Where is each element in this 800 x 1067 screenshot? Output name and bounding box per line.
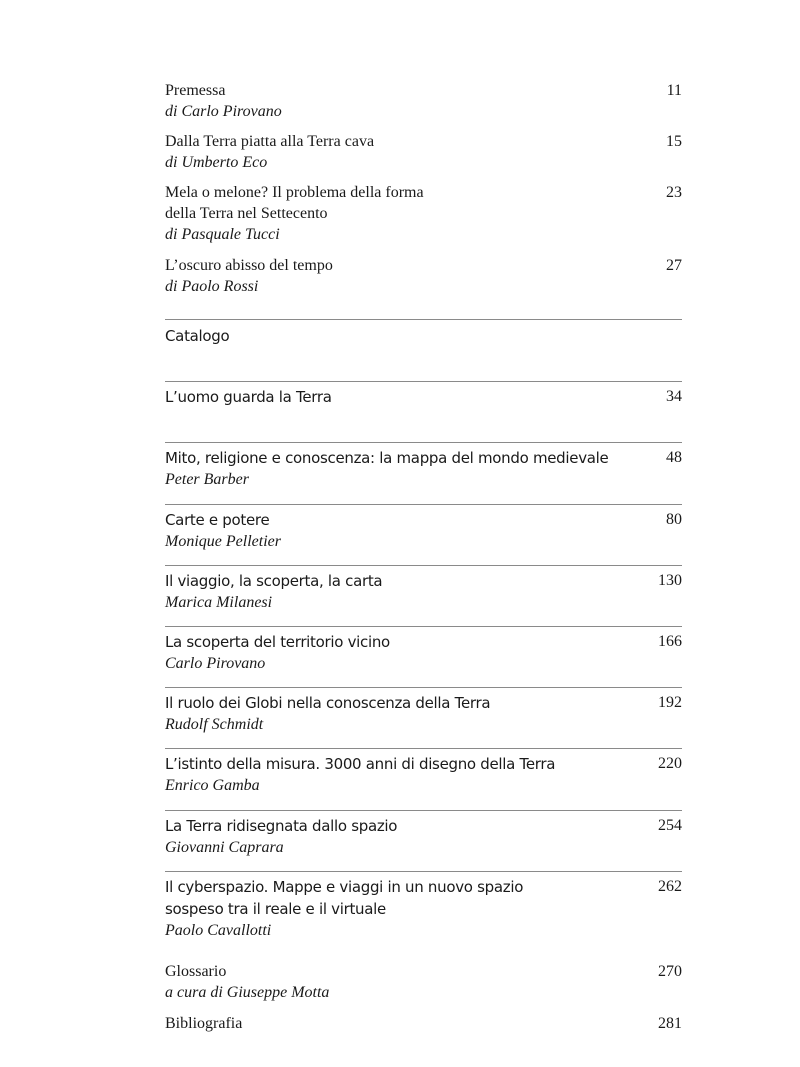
entry-title: Glossario [165,963,227,980]
entry-page-number: 220 [658,755,682,772]
entry-title-line-2: sospeso tra il reale e il virtuale [165,900,386,918]
toc-entry-mela-o-melone[interactable] [165,182,682,245]
entry-page-number: 254 [658,817,682,834]
divider [165,381,682,382]
toc-entry-istinto-misura[interactable] [165,753,682,796]
toc-entry-oscuro-abisso[interactable] [165,255,682,297]
entry-title: Il viaggio, la scoperta, la carta [165,572,383,590]
section-heading: Catalogo [165,327,230,345]
entry-author: di Umberto Eco [165,154,268,171]
divider [165,748,682,749]
toc-entry-bibliografia[interactable] [165,1013,682,1034]
toc-entry-terra-ridisegnata[interactable] [165,815,682,858]
entry-title: Il cyberspazio. Mappe e viaggi in un nuovo spazio [165,878,524,896]
entry-page-number: 166 [658,633,682,650]
toc-entry-viaggio[interactable] [165,570,682,613]
entry-page-number: 80 [666,511,682,528]
catalogo-heading [165,325,682,347]
entry-author: Giovanni Caprara [165,839,284,856]
entry-author: di Paolo Rossi [165,278,259,295]
toc-entry-premessa[interactable] [165,80,682,122]
entry-title: La Terra ridisegnata dallo spazio [165,817,398,835]
toc-entry-territorio-vicino[interactable] [165,631,682,674]
entry-page-number: 15 [666,133,682,150]
entry-page-number: 281 [658,1015,682,1032]
entry-page-number: 23 [666,184,682,201]
divider [165,871,682,872]
entry-author: di Carlo Pirovano [165,103,282,120]
entry-page-number: 48 [666,449,682,466]
entry-author: di Pasquale Tucci [165,226,280,243]
entry-title: Bibliografia [165,1015,243,1032]
entry-author: Marica Milanesi [165,594,273,611]
entry-author: a cura di Giuseppe Motta [165,984,330,1001]
entry-title: L’oscuro abisso del tempo [165,257,333,274]
entry-title: L’istinto della misura. 3000 anni di disegno della Terra [165,755,556,773]
entry-title: Dalla Terra piatta alla Terra cava [165,133,375,150]
divider [165,319,682,320]
divider [165,687,682,688]
entry-title-line-2: della Terra nel Settecento [165,205,328,222]
entry-author: Rudolf Schmidt [165,716,264,733]
entry-page-number: 34 [666,388,682,405]
entry-author: Enrico Gamba [165,777,260,794]
toc-entry-mito-religione[interactable] [165,447,682,490]
entry-title: Premessa [165,82,226,99]
divider [165,442,682,443]
toc-entry-carte-potere[interactable] [165,509,682,552]
entry-author: Monique Pelletier [165,533,281,550]
entry-title: L’uomo guarda la Terra [165,388,332,406]
entry-title: Mela o melone? Il problema della forma [165,184,424,201]
entry-page-number: 27 [666,257,682,274]
toc-entry-glossario[interactable] [165,961,682,1003]
entry-title: Carte e potere [165,511,270,529]
entry-title: La scoperta del territorio vicino [165,633,390,651]
divider [165,810,682,811]
toc-entry-uomo-guarda[interactable] [165,386,682,408]
entry-author: Peter Barber [165,471,249,488]
entry-page-number: 270 [658,963,682,980]
toc-entry-cyberspazio[interactable] [165,876,682,941]
entry-title: Il ruolo dei Globi nella conoscenza della Terra [165,694,491,712]
toc-entry-terra-piatta[interactable] [165,131,682,173]
entry-author: Paolo Cavallotti [165,922,272,939]
toc-entry-ruolo-globi[interactable] [165,692,682,735]
entry-author: Carlo Pirovano [165,655,266,672]
divider [165,626,682,627]
entry-page-number: 11 [666,82,682,99]
entry-title: Mito, religione e conoscenza: la mappa del mondo medievale [165,449,609,467]
divider [165,504,682,505]
divider [165,565,682,566]
entry-page-number: 130 [658,572,682,589]
entry-page-number: 192 [658,694,682,711]
entry-page-number: 262 [658,878,682,895]
